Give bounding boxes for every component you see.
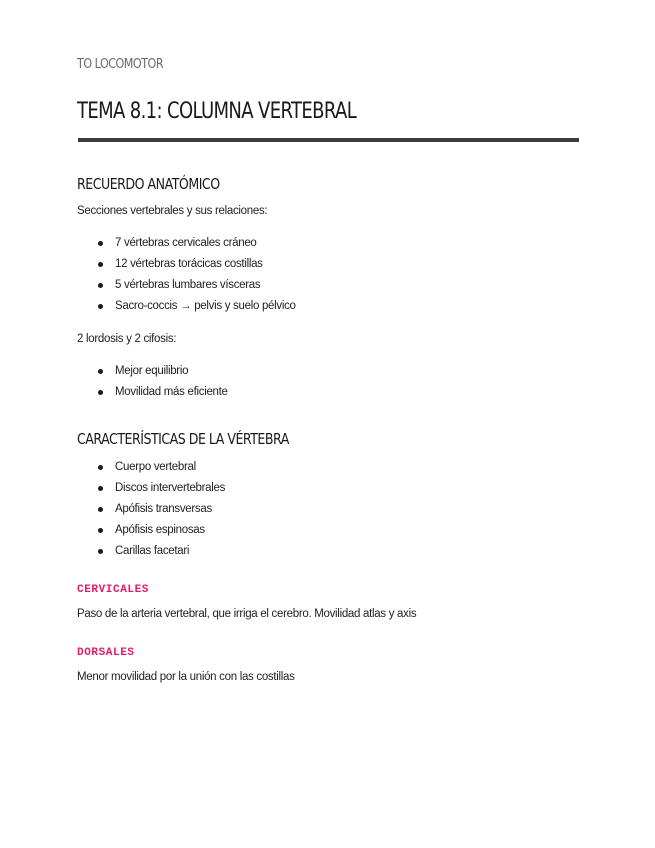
list-item: Discos intervertebrales xyxy=(77,478,225,499)
section-heading-caracteristicas: CARACTERÍSTICAS DE LA VÉRTEBRA xyxy=(77,430,289,448)
list-item: 5 vértebras lumbares vísceras xyxy=(77,275,296,296)
page-title: TEMA 8.1: COLUMNA VERTEBRAL xyxy=(77,99,357,124)
subheading-cervicales: CERVICALES xyxy=(77,584,150,596)
header-label: TO LOCOMOTOR xyxy=(77,57,164,72)
list-item: Apófisis transversas xyxy=(77,499,225,520)
list-item: Mejor equilibrio xyxy=(77,361,228,382)
vertebral-sections-list xyxy=(77,233,296,317)
list-item: Apófisis espinosas xyxy=(77,520,225,541)
subheading-dorsales: DORSALES xyxy=(77,647,135,659)
list-item: Cuerpo vertebral xyxy=(77,457,225,478)
title-divider xyxy=(78,138,579,142)
list-item: Sacro-coccis → pelvis y suelo pélvico xyxy=(77,296,296,317)
dorsales-text: Menor movilidad por la unión con las costillas xyxy=(77,671,295,683)
list-item: 7 vértebras cervicales cráneo xyxy=(77,233,296,254)
list-item: Movilidad más eficiente xyxy=(77,382,228,403)
curvatures-list xyxy=(77,361,228,403)
list-item: Carillas facetari xyxy=(77,541,225,562)
curvatures-intro: 2 lordosis y 2 cifosis: xyxy=(77,333,177,345)
list-item: 12 vértebras torácicas costillas xyxy=(77,254,296,275)
section-intro: Secciones vertebrales y sus relaciones: xyxy=(77,205,268,217)
vertebra-features-list xyxy=(77,457,225,562)
cervicales-text: Paso de la arteria vertebral, que irriga el cerebro. Movilidad atlas y axis xyxy=(77,608,417,620)
section-heading-recuerdo: RECUERDO ANATÓMICO xyxy=(77,175,220,193)
